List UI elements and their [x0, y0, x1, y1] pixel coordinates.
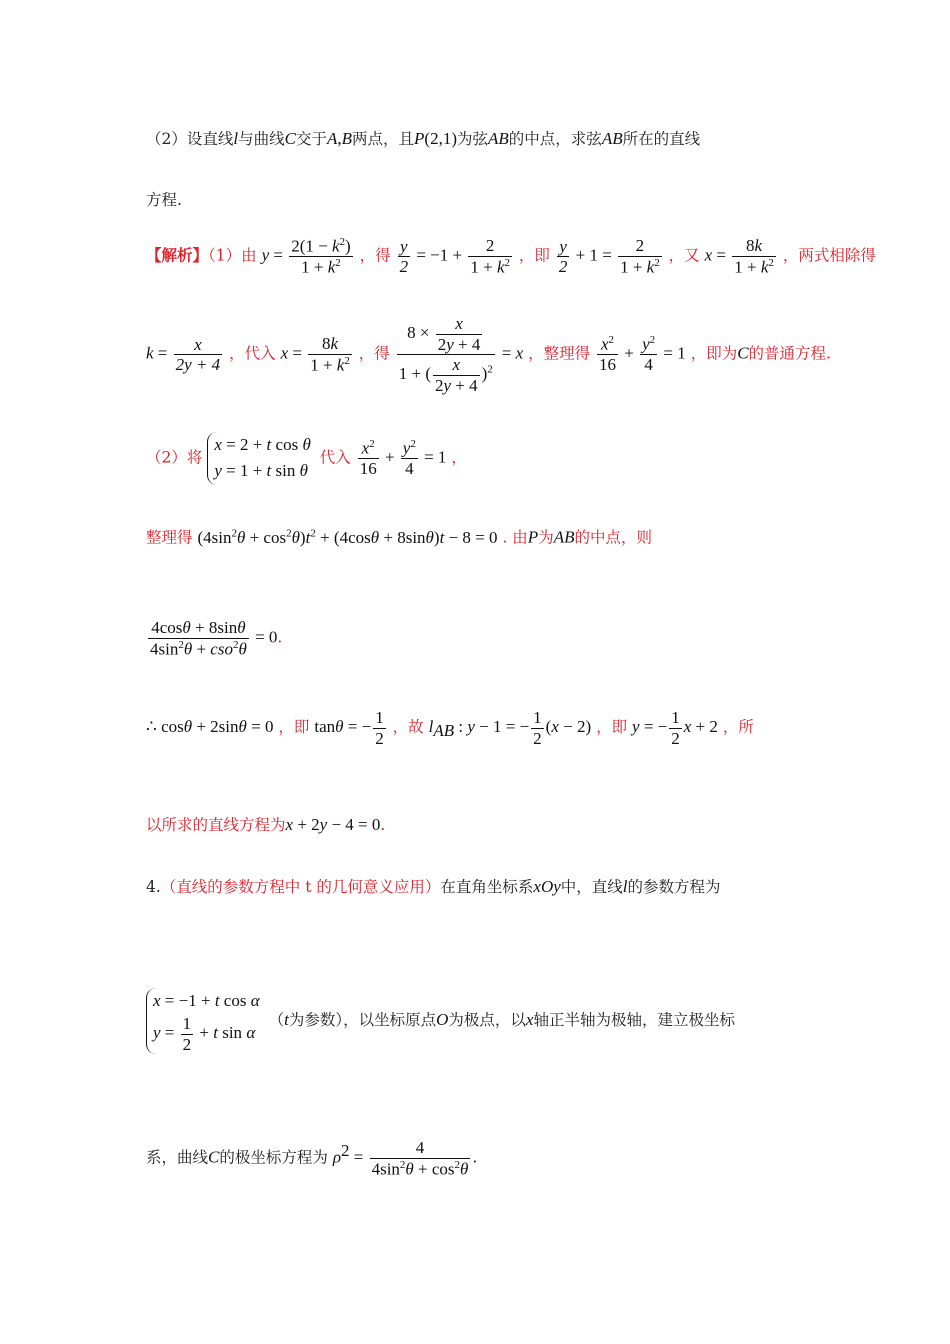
- solution-midpoint-equation: $\frac{4\cos\theta + 8\sin\theta}{4\sin^2\theta + cso^2\theta}$ = 0.: [150, 618, 283, 659]
- text: . 由: [502, 528, 528, 547]
- text: 为弦: [457, 130, 489, 148]
- text: ，得: [358, 344, 390, 363]
- text: 所在的直线: [622, 130, 701, 148]
- text: 系，曲线: [146, 1148, 209, 1167]
- text: ，又: [668, 246, 700, 265]
- text: ，两式相除得: [782, 246, 876, 265]
- text: 整理得: [146, 528, 193, 547]
- text: （: [268, 1011, 285, 1030]
- solution-line-1: 【解析】（1）由 y = $\frac{2(1 - k^2)}{1 + k^2}$ ，得 $\frac{y}{2}$ = −1 + $\frac{2}{1 + k^2}$ ，即 $\frac{y}{2}$ + 1 = $\frac{2}{1 + k^2}$ ，又 x = $\frac{8k}{1 + k^2}$ ，两式相除得: [146, 236, 876, 277]
- text: （1）由: [208, 246, 257, 265]
- question-tag: （直线的参数方程中 t 的几何意义应用）: [160, 878, 441, 896]
- text: 方程.: [146, 191, 182, 209]
- text: ，即为: [690, 344, 738, 363]
- text: 在直角坐标系: [440, 878, 534, 896]
- text: ，得: [359, 246, 391, 265]
- text: 与曲线: [238, 130, 285, 148]
- text: ，所: [722, 718, 754, 737]
- text: 两点，且: [352, 130, 415, 148]
- text: 以所求的直线方程为: [146, 816, 286, 834]
- question-number: 4.: [146, 878, 161, 896]
- text: 的中点，求弦: [508, 130, 602, 148]
- text: 的参数方程为: [627, 878, 721, 896]
- text: 轴正半轴为极轴，建立极坐标: [533, 1011, 735, 1030]
- solution-arrange-line: 整理得 $(4\sin^2\theta + \cos^2\theta)t^2 + (4\cos\theta + 8\sin\theta)t - 8 = 0$ . 由P为AB的中点，则: [146, 527, 652, 547]
- text: ，即: [278, 718, 310, 737]
- text: （2）设直线: [146, 130, 234, 148]
- question-2-line: （2）设直线l与曲线C交于A,B两点，且P(2,1)为弦AB的中点，求弦AB所在的直线: [146, 129, 701, 148]
- text: 的极坐标方程为: [219, 1148, 328, 1167]
- text: 为: [538, 528, 554, 547]
- question-2-end: [146, 190, 182, 210]
- text: ，: [451, 448, 467, 467]
- text: ，故: [392, 718, 424, 737]
- solution-part-2-line: （2）将 x = 2 + t cos θ y = 1 + t sin θ 代入 $\frac{x^2}{16}$ + $\frac{y^2}{4}$ = 1 ，: [146, 432, 467, 485]
- solution-line-2: k = $\frac{x}{2y + 4}$ ，代入 x = $\frac{8k}{1 + k^2}$ ，得 8 × $\frac{x}{2y + 4}$ 1 + ( $\frac{x}{2y + 4}$ )$^2$ = x ，整理得 $\frac{x^2}{16}$ + $\frac{y^2}{4}$ = 1 ，即为C的普通方程.: [146, 314, 831, 395]
- text: 的中点，则: [574, 528, 652, 547]
- text: ，代入: [229, 344, 276, 363]
- text: 中，直线: [560, 878, 623, 896]
- question-4-polar-line: 系，曲线C的极坐标方程为 $\rho^2$ = $\frac{4}{4\sin^2\theta + \cos^2\theta}$ .: [146, 1138, 478, 1179]
- solution-label: 【解析】: [146, 245, 209, 265]
- solution-final-line: 以所求的直线方程为x + 2y − 4 = 0.: [146, 815, 386, 834]
- text: ，即: [518, 246, 550, 265]
- text: （2）将: [146, 448, 203, 467]
- question-4-line: 4.（直线的参数方程中 t 的几何意义应用）在直角坐标系xOy中，直线l的参数方程为: [146, 877, 721, 896]
- solution-therefore-line: ∴ cosθ + 2sinθ = 0 ，即 tanθ = − $\frac{1}{2}$ ，故 $l_{AB}$ : y − 1 = − $\frac{1}{2}$ (x − 2) ，即 y = − $\frac{1}{2}$ x + 2 ，所: [146, 708, 754, 748]
- text: 的普通方程.: [748, 344, 831, 363]
- text: 代入: [319, 448, 351, 467]
- text: 为极点，以: [448, 1011, 526, 1030]
- text: 为参数），以坐标原点: [288, 1011, 437, 1030]
- text: ，即: [596, 718, 628, 737]
- text: ，整理得: [528, 344, 591, 363]
- question-4-parametric-line: x = −1 + t cos α y = $\frac{1}{2}$ + t sin α （t为参数），以坐标原点O为极点，以x轴正半轴为极轴，建立极坐标: [146, 988, 735, 1054]
- text: 交于: [295, 130, 327, 148]
